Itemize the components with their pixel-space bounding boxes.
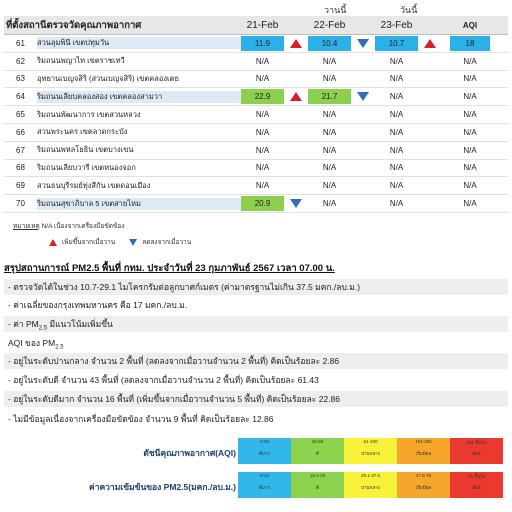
table-row	[4, 160, 508, 178]
segment-range: 15.1-25	[309, 473, 326, 478]
segment-name: ดีมาก	[258, 485, 271, 490]
aqi-value: N/A	[463, 92, 477, 102]
station-column-header: ที่ตั้งสถานีตรวจวัดคุณภาพอากาศ	[6, 19, 142, 31]
station-table	[4, 16, 508, 213]
aqi-scale-label: ดัชนีคุณภาพอากาศ(AQI)	[143, 448, 236, 458]
station-name: สวนพระนคร เขตลาดกระบัง	[37, 127, 128, 137]
aqi-scale-segment	[450, 438, 503, 464]
aqi-line-very-good: - อยู่ในระดับดีมาก จำนวน 16 พื้นที่ (เพิ่มขึ้นจากเมื่อวานจำนวน 5 พื้นที่) คิดเป็นร้อยละ 22.86	[4, 391, 508, 407]
table-row	[4, 53, 508, 71]
pm-scale-segment	[397, 472, 450, 498]
aqi-header: AQI	[462, 20, 478, 30]
down-arrow-icon	[357, 39, 369, 48]
today-hint: วันนี้	[400, 5, 418, 15]
station-name: สวนธนบุรีรมย์ทุ่งสีกัน เขตดอนเมือง	[37, 180, 151, 190]
segment-name: มีผล	[472, 485, 481, 490]
value-23-feb: N/A	[389, 56, 404, 66]
station-name: อุทยานเบญจสิริ (สวนเบญจสิริ) เขตคลองเตย	[37, 73, 179, 83]
pm-scale-segment	[344, 472, 397, 498]
value-21-feb: 20.9	[241, 196, 284, 211]
value-22-feb: N/A	[322, 199, 337, 209]
station-number: 69	[16, 181, 25, 191]
aqi-value: N/A	[463, 199, 477, 209]
station-number: 64	[16, 92, 25, 102]
value-22-feb: N/A	[322, 74, 337, 84]
value-21-feb: 22.9	[241, 89, 284, 104]
value-22-feb: N/A	[322, 145, 337, 155]
value-23-feb: 10.7	[375, 36, 418, 51]
table-row	[4, 195, 508, 213]
table-row	[4, 106, 508, 124]
station-number: 67	[16, 145, 25, 155]
table-row	[4, 124, 508, 142]
pm-scale-row	[0, 472, 512, 498]
station-number: 61	[16, 38, 25, 48]
up-arrow-icon	[424, 39, 436, 48]
segment-range: 0-15	[259, 473, 269, 478]
table-row	[4, 71, 508, 89]
aqi-value: N/A	[463, 163, 477, 173]
segment-range: 75 ขึ้นไป	[467, 474, 486, 479]
value-21-feb: N/A	[255, 127, 270, 137]
table-row	[4, 88, 508, 106]
segment-name: เริ่มมีผล	[415, 451, 432, 456]
value-23-feb: N/A	[389, 92, 404, 102]
aqi-value: N/A	[463, 56, 477, 66]
segment-name: มีผล	[472, 451, 481, 456]
up-text: เพิ่มขึ้นจากเมื่อวาน	[62, 239, 116, 246]
segment-range: 51-100	[363, 439, 378, 444]
aqi-scale	[0, 432, 512, 512]
aqi-line-good: - อยู่ในระดับดี จำนวน 43 พื้นที่ (ลดลงจากเมื่อวานจำนวน 2 พื้นที่) คิดเป็นร้อยละ 61.43	[4, 372, 508, 388]
up-arrow-icon	[290, 92, 302, 101]
legend	[13, 221, 191, 247]
aqi-value: N/A	[463, 145, 477, 155]
segment-name: ดี	[316, 485, 319, 490]
station-name: ริมถนนพหลโยธิน เขตบางเขน	[37, 145, 134, 155]
summary-title: สรุปสถานการณ์ PM2.5 พื้นที่ กทม. ประจำวันที่ 23 กุมภาพันธ์ 2567 เวลา 07.00 น.	[4, 263, 335, 274]
station-number: 62	[16, 56, 25, 66]
segment-range: 25.1-37.5	[360, 473, 380, 478]
segment-range: 0-25	[259, 439, 269, 444]
down-arrow-icon	[290, 199, 302, 208]
table-row	[4, 177, 508, 195]
value-21-feb: N/A	[255, 56, 270, 66]
summary-line-average: - ค่าเฉลี่ยของกรุงเทพมหานคร คือ 17 มคก./ลบ.ม.	[4, 297, 508, 313]
segment-name: ดี	[316, 451, 319, 456]
down-arrow-icon	[129, 239, 137, 246]
down-text: ลดลงจากเมื่อวาน	[142, 239, 192, 246]
segment-range: 201 ขึ้นไป	[466, 440, 487, 445]
table-body	[4, 35, 508, 213]
value-23-feb: N/A	[389, 145, 404, 155]
value-22-feb: N/A	[322, 127, 337, 137]
date-header-3: 23-Feb	[380, 19, 413, 31]
aqi-scale-segment	[397, 438, 450, 464]
station-name: ริมถนนเลียบคลองสอง เขตคลองสามวา	[37, 91, 241, 103]
value-21-feb: N/A	[255, 181, 270, 191]
pm-scale-label: ค่าความเข้มข้นของ PM2.5(มคก./ลบ.ม.)	[89, 482, 236, 492]
yesterday-hint: วานนี้	[324, 5, 347, 15]
value-21-feb: N/A	[255, 110, 270, 120]
aqi-title: AQI ของ $PM_{2.5}$	[4, 335, 508, 351]
value-22-feb: 10.4	[308, 36, 351, 51]
segment-name: ปานกลาง	[361, 451, 380, 456]
value-23-feb: N/A	[389, 163, 404, 173]
down-arrow-icon	[357, 92, 369, 101]
segment-name: ดีมาก	[258, 451, 271, 456]
summary-line-range: - ตรวจวัดได้ในช่วง 10.7-29.1 ไมโครกรัมต่อลูกบาศก์เมตร (ค่ามาตรฐานไม่เกิน 37.5 มคก./ลบ.ม.)	[4, 279, 508, 295]
aqi-value: N/A	[463, 181, 477, 191]
value-22-feb: N/A	[322, 181, 337, 191]
segment-range: 26-50	[311, 439, 324, 444]
aqi-value: N/A	[463, 110, 477, 120]
aqi-value: N/A	[463, 127, 477, 137]
station-name: ริมถนนเลียบวารี เขตหนองจอก	[37, 162, 136, 172]
note-text: N/A เนื่องจากเครื่องมือขัดข้อง	[41, 223, 125, 230]
value-22-feb: 21.7	[308, 89, 351, 104]
segment-range: 101-200	[415, 439, 432, 444]
aqi-line-moderate: - อยู่ในระดับปานกลาง จำนวน 2 พื้นที่ (ลดลงจากเมื่อวานจำนวน 2 พื้นที่) คิดเป็นร้อยละ 2.86	[4, 353, 508, 369]
up-arrow-icon	[49, 239, 57, 246]
segment-name: เริ่มมีผล	[415, 485, 432, 490]
pm-scale-segment	[450, 472, 503, 498]
pm-scale-segment	[291, 472, 344, 498]
station-number: 68	[16, 163, 25, 173]
value-21-feb: N/A	[255, 163, 270, 173]
station-name: ริมถนนพญาไท เขตราชเทวี	[37, 56, 125, 66]
station-number: 66	[16, 127, 25, 137]
station-number: 63	[16, 74, 25, 84]
table-row	[4, 142, 508, 160]
segment-range: 37.6-75	[415, 473, 432, 478]
station-name: ริมถนนสุขาภิบาล 5 เขตสายไหม	[37, 198, 241, 210]
up-arrow-icon	[290, 39, 302, 48]
value-22-feb: N/A	[322, 56, 337, 66]
table-header	[4, 16, 508, 35]
aqi-scale-segment	[344, 438, 397, 464]
station-number: 70	[16, 199, 25, 209]
value-23-feb: N/A	[389, 74, 404, 84]
note-label: หมายเหตุ	[13, 223, 40, 230]
aqi-line-no-data: - ไม่มีข้อมูลเนื่องจากเครื่องมือขัดข้อง จำนวน 9 พื้นที่ คิดเป็นร้อยละ 12.86	[4, 411, 508, 427]
aqi-value: 18	[450, 36, 490, 51]
value-21-feb: 11.9	[241, 36, 284, 51]
value-23-feb: N/A	[389, 127, 404, 137]
aqi-scale-segment	[291, 438, 344, 464]
summary-section	[4, 257, 508, 433]
value-23-feb: N/A	[389, 199, 404, 209]
value-23-feb: N/A	[389, 181, 404, 191]
aqi-scale-segment	[238, 438, 291, 464]
station-name: ริมถนนพัฒนาการ เขตสวนหลวง	[37, 109, 141, 119]
value-22-feb: N/A	[322, 163, 337, 173]
pm-scale-segment	[238, 472, 291, 498]
segment-name: ปานกลาง	[361, 485, 380, 490]
table-row	[4, 35, 508, 53]
date-header-2: 22-Feb	[313, 19, 346, 31]
value-21-feb: N/A	[255, 145, 270, 155]
value-21-feb: N/A	[255, 74, 270, 84]
summary-line-trend: - ค่า $PM_{2.5}$ มีแนวโน้มเพิ่มขึ้น	[4, 316, 508, 332]
date-header-1: 21-Feb	[246, 19, 279, 31]
station-name: สวนลุมพินี เขตปทุมวัน	[37, 37, 241, 49]
aqi-value: N/A	[463, 74, 477, 84]
station-number: 65	[16, 110, 25, 120]
value-23-feb: N/A	[389, 110, 404, 120]
value-22-feb: N/A	[322, 110, 337, 120]
aqi-scale-row	[0, 438, 512, 464]
